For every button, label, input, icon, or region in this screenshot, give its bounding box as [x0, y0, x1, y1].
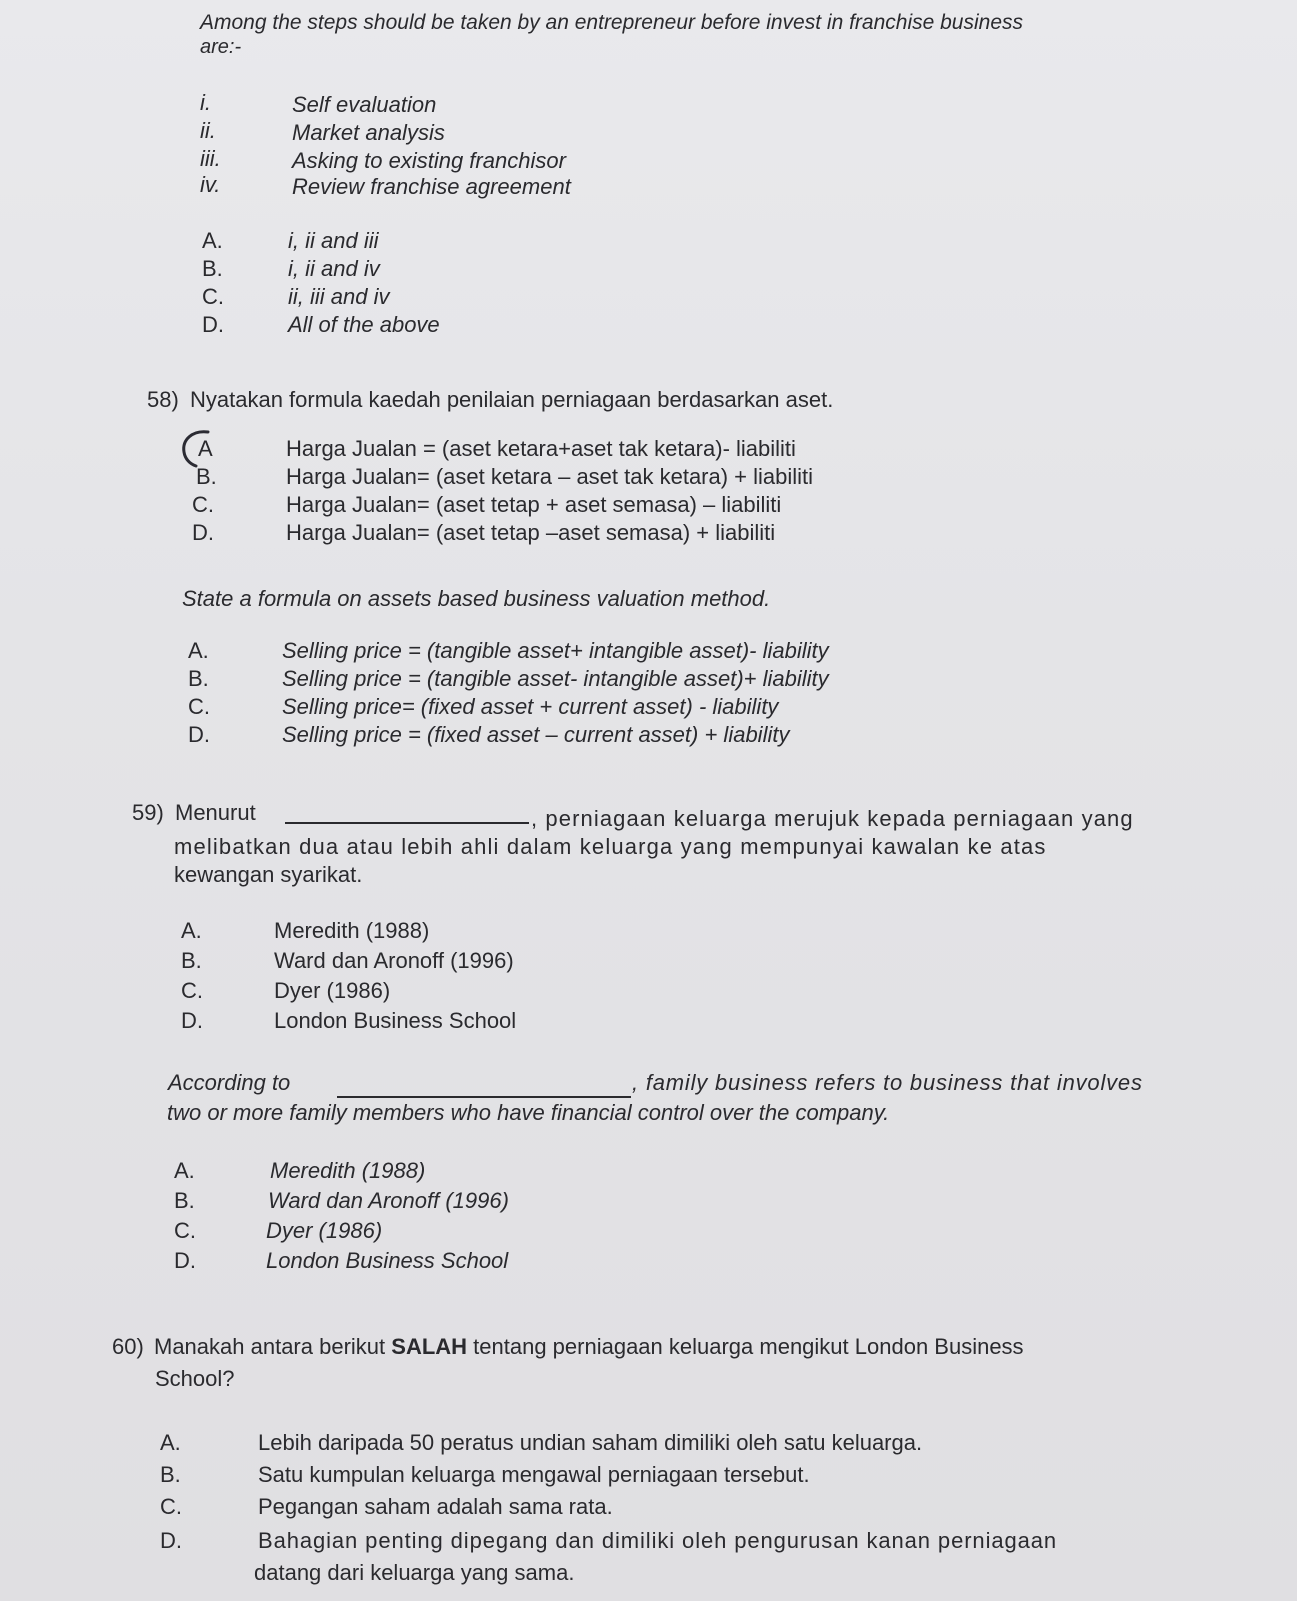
q60-option-d-line2: datang dari keluarga yang sama.: [254, 1560, 575, 1585]
q59-stem-en-line2: two or more family members who have financial control over the company.: [167, 1100, 890, 1125]
q59-option-en-letter[interactable]: A.: [174, 1158, 195, 1183]
q60-number-text: 60): [112, 1334, 144, 1359]
q57-option-letter[interactable]: B.: [202, 256, 223, 281]
q57-option-letter[interactable]: A.: [202, 228, 223, 253]
q60-number: [112, 1334, 144, 1360]
q58-option-ms-letter[interactable]: D.: [192, 520, 214, 545]
q57-item-text: Market analysis: [292, 120, 445, 145]
q60-option-letter[interactable]: C.: [160, 1494, 182, 1519]
q60-stem-post: tentang perniagaan keluarga mengikut London Business: [467, 1334, 1024, 1359]
q59-option-en-text[interactable]: Meredith (1988): [270, 1158, 426, 1183]
q57-item-text: Asking to existing franchisor: [292, 148, 566, 173]
q60-option-text[interactable]: Lebih daripada 50 peratus undian saham dimiliki oleh satu keluarga.: [258, 1430, 923, 1455]
q57-item-num: iii.: [200, 146, 221, 171]
q58-option-en-text[interactable]: Selling price = (tangible asset+ intangible asset)- liability: [282, 638, 829, 663]
q57-option-text[interactable]: All of the above: [288, 312, 440, 337]
q59-option-ms-letter[interactable]: B.: [181, 948, 202, 973]
q58-option-ms-text[interactable]: Harga Jualan= (aset ketara – aset tak ketara) + liabiliti: [286, 464, 814, 489]
q58-option-en-text[interactable]: Selling price = (fixed asset – current asset) + liability: [282, 722, 790, 747]
q59-stem-ms-end: , perniagaan keluarga merujuk kepada perniagaan yang: [531, 806, 1134, 831]
q58-number: 58): [147, 387, 179, 412]
q60-option-letter[interactable]: B.: [160, 1462, 181, 1487]
q59-option-en-text[interactable]: Dyer (1986): [266, 1218, 383, 1243]
q57-option-letter[interactable]: D.: [202, 312, 224, 337]
q60-option-letter[interactable]: A.: [160, 1430, 181, 1455]
q59-option-ms-letter[interactable]: A.: [181, 918, 202, 943]
q60-stem-pre: Manakah antara berikut: [154, 1334, 392, 1359]
q57-stem-line1: Among the steps should be taken by an entrepreneur before invest in franchise business: [200, 11, 1024, 34]
q60-stem-line1: [154, 1334, 1024, 1360]
q60-option-text[interactable]: Bahagian penting dipegang dan dimiliki oleh pengurusan kanan perniagaan: [258, 1528, 1058, 1553]
q59-blank-en[interactable]: [337, 1092, 631, 1098]
q60-stem-emphasis: SALAH: [391, 1334, 468, 1359]
q58-option-ms-letter[interactable]: C.: [192, 492, 214, 517]
q57-item-num: iv.: [200, 172, 221, 197]
q58-stem-en: State a formula on assets based business valuation method.: [182, 586, 771, 611]
q58-option-en-letter[interactable]: B.: [188, 666, 209, 691]
q59-option-ms-letter[interactable]: C.: [181, 978, 203, 1003]
q58-option-en-letter[interactable]: A.: [188, 638, 209, 663]
q59-option-en-text[interactable]: London Business School: [266, 1248, 509, 1273]
q58-option-en-letter[interactable]: C.: [188, 694, 210, 719]
q59-option-en-letter[interactable]: C.: [174, 1218, 196, 1243]
q57-item-num: i.: [200, 90, 211, 115]
q59-stem-en-start: According to: [168, 1070, 291, 1095]
q59-stem-ms-line2: melibatkan dua atau lebih ahli dalam keluarga yang mempunyai kawalan ke atas: [174, 834, 1047, 859]
q59-blank-ms[interactable]: [285, 818, 529, 824]
q58-stem-ms: Nyatakan formula kaedah penilaian perniagaan berdasarkan aset.: [190, 387, 834, 412]
q57-option-text[interactable]: ii, iii and iv: [288, 284, 390, 309]
q58-option-ms-text[interactable]: Harga Jualan= (aset tetap + aset semasa) – liabiliti: [286, 492, 782, 517]
q60-option-text[interactable]: Satu kumpulan keluarga mengawal perniagaan tersebut.: [258, 1462, 810, 1487]
q59-option-ms-text[interactable]: Dyer (1986): [274, 978, 391, 1003]
q59-stem-ms-start: Menurut: [175, 800, 256, 825]
q60-stem-line2: School?: [155, 1366, 235, 1391]
q59-option-en-letter[interactable]: B.: [174, 1188, 195, 1213]
q57-option-text[interactable]: i, ii and iv: [288, 256, 380, 281]
q58-option-ms-text[interactable]: Harga Jualan= (aset tetap –aset semasa) + liabiliti: [286, 520, 776, 545]
q57-item-num: ii.: [200, 118, 216, 143]
q58-option-en-letter[interactable]: D.: [188, 722, 210, 747]
q57-option-text[interactable]: i, ii and iii: [288, 228, 379, 253]
q59-number: 59): [132, 800, 164, 825]
q59-stem-ms-line3: kewangan syarikat.: [174, 862, 363, 887]
q58-option-en-text[interactable]: Selling price = (tangible asset- intangible asset)+ liability: [282, 666, 829, 691]
q58-option-en-text[interactable]: Selling price= (fixed asset + current asset) - liability: [282, 694, 779, 719]
q59-option-ms-text[interactable]: Ward dan Aronoff (1996): [274, 948, 514, 973]
q60-option-text[interactable]: Pegangan saham adalah sama rata.: [258, 1494, 613, 1519]
q58-option-ms-letter[interactable]: A: [198, 436, 213, 461]
q58-option-ms-letter[interactable]: B.: [196, 464, 217, 489]
q58-option-ms-text[interactable]: Harga Jualan = (aset ketara+aset tak ketara)- liabiliti: [286, 436, 796, 461]
q60-option-letter[interactable]: D.: [160, 1528, 182, 1553]
q57-stem-line2: are:-: [200, 36, 242, 58]
q57-item-text: Review franchise agreement: [292, 174, 571, 199]
q57-option-letter[interactable]: C.: [202, 284, 224, 309]
q59-option-en-letter[interactable]: D.: [174, 1248, 196, 1273]
q59-option-ms-text[interactable]: Meredith (1988): [274, 918, 430, 943]
q59-stem-en-end: , family business refers to business that involves: [632, 1070, 1143, 1095]
q59-option-en-text[interactable]: Ward dan Aronoff (1996): [268, 1188, 509, 1213]
q59-option-ms-letter[interactable]: D.: [181, 1008, 203, 1033]
q59-option-ms-text[interactable]: London Business School: [274, 1008, 517, 1033]
q57-item-text: Self evaluation: [292, 92, 437, 117]
